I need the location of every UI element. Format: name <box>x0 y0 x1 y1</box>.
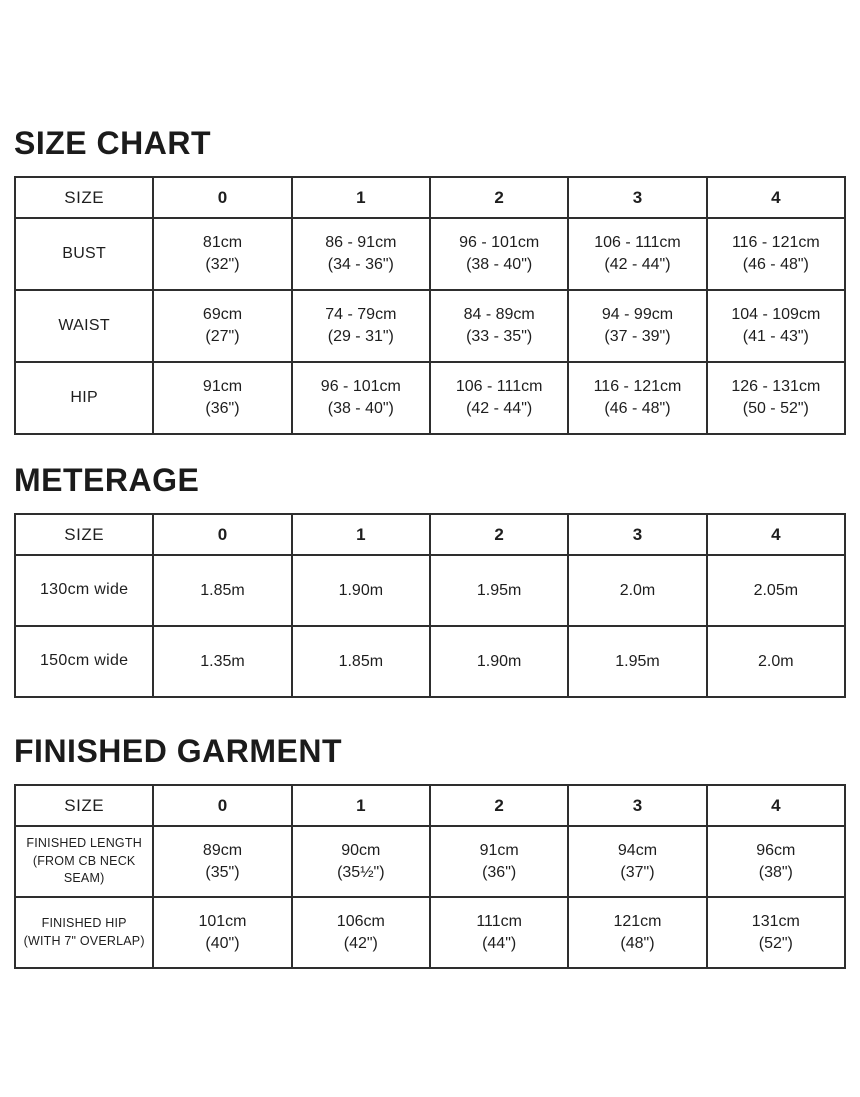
cell-line: 94 - 99cm <box>601 306 674 324</box>
row-label-line: FINISHED HIP <box>41 916 127 930</box>
table-row <box>15 555 845 626</box>
table-header-row <box>15 785 845 826</box>
data-cell <box>568 626 706 697</box>
data-cell <box>153 897 291 968</box>
data-cell <box>292 897 430 968</box>
cell-line: 96cm <box>756 841 796 859</box>
row-label-line: 150cm wide <box>39 652 129 670</box>
data-cell <box>292 555 430 626</box>
table-body <box>15 555 845 697</box>
data-cell <box>292 290 430 362</box>
cell-line: 1.95m <box>615 652 660 670</box>
cell-line: 91cm <box>479 841 519 859</box>
data-cell <box>568 826 706 897</box>
size-number-header-cell: 4 <box>707 514 845 555</box>
size-number-header-cell: 4 <box>707 177 845 218</box>
cell-line: 96 - 101cm <box>320 378 401 396</box>
finished-garment-title: FINISHED GARMENT <box>14 733 342 769</box>
size-number-header-cell: 0 <box>153 514 291 555</box>
cell-line: (32") <box>205 256 240 273</box>
cell-line: (37") <box>620 863 655 881</box>
cell-line: (44") <box>482 934 517 952</box>
cell-line: (38 - 40") <box>466 256 533 273</box>
table-body <box>15 218 845 434</box>
cell-line: 1.35m <box>200 652 245 670</box>
row-label <box>15 555 153 626</box>
cell-line: 131cm <box>751 912 800 930</box>
data-cell <box>430 897 568 968</box>
data-cell <box>568 218 706 290</box>
data-cell <box>430 626 568 697</box>
data-cell <box>153 290 291 362</box>
table-row <box>15 897 845 968</box>
cell-line: (41 - 43") <box>742 328 809 345</box>
row-label-line: FINISHED LENGTH <box>26 836 142 851</box>
cell-line: (27") <box>205 328 240 345</box>
section-finished-garment <box>14 733 846 969</box>
cell-line: (40") <box>205 934 240 952</box>
data-cell <box>707 218 845 290</box>
cell-line: (34 - 36") <box>327 256 394 273</box>
row-label-line: 130cm wide <box>39 581 129 599</box>
size-number-header-cell: 0 <box>153 177 291 218</box>
table-row <box>15 218 845 290</box>
data-cell <box>292 826 430 897</box>
data-cell <box>153 362 291 434</box>
data-cell <box>292 362 430 434</box>
table-row <box>15 362 845 434</box>
row-label-line: (FROM CB NECK SEAM) <box>32 853 136 886</box>
data-cell <box>568 362 706 434</box>
cell-line: 101cm <box>198 912 247 930</box>
cell-line: 116 - 121cm <box>731 234 820 252</box>
cell-line: (42 - 44") <box>604 256 671 273</box>
cell-line: (29 - 31") <box>327 328 394 345</box>
cell-line: 89cm <box>202 841 243 859</box>
cell-line: (35½") <box>337 863 385 881</box>
cell-line: 81cm <box>202 234 243 252</box>
cell-line: (35") <box>205 863 240 881</box>
cell-line: (42") <box>343 934 378 952</box>
size-number-header-cell: 1 <box>292 785 430 826</box>
row-label-line: (WITH 7" OVERLAP) <box>23 933 145 948</box>
cell-line: (38 - 40") <box>327 400 394 417</box>
cell-line: (33 - 35") <box>466 328 533 345</box>
size-label-header-cell: SIZE <box>15 177 153 218</box>
cell-line: (46 - 48") <box>604 400 671 417</box>
data-cell <box>153 555 291 626</box>
data-cell <box>430 555 568 626</box>
cell-line: 106 - 111cm <box>594 234 681 252</box>
row-label <box>15 290 153 362</box>
size-label-header-cell: SIZE <box>15 514 153 555</box>
size-number-header-cell: 2 <box>430 514 568 555</box>
cell-line: 106 - 111cm <box>455 378 543 396</box>
size-label-header-cell: SIZE <box>15 785 153 826</box>
cell-line: 121cm <box>613 912 662 930</box>
cell-line: 2.05m <box>753 581 799 599</box>
cell-line: 106cm <box>336 912 385 930</box>
cell-line: 74 - 79cm <box>325 306 397 324</box>
data-cell <box>430 218 568 290</box>
data-cell <box>707 555 845 626</box>
size-number-header-cell: 2 <box>430 785 568 826</box>
data-cell <box>153 826 291 897</box>
cell-line: 1.85m <box>200 581 245 599</box>
data-cell <box>430 290 568 362</box>
data-cell <box>707 626 845 697</box>
size-number-header-cell: 0 <box>153 785 291 826</box>
size-number-header-cell: 1 <box>292 514 430 555</box>
cell-line: 96 - 101cm <box>459 234 540 252</box>
size-number-header-cell: 1 <box>292 177 430 218</box>
size-number-header-cell: 3 <box>568 785 706 826</box>
row-label <box>15 218 153 290</box>
table-header-row <box>15 177 845 218</box>
table-row <box>15 826 845 897</box>
cell-line: 126 - 131cm <box>731 378 821 396</box>
finished-garment-table <box>14 784 846 969</box>
size-number-header-cell: 3 <box>568 177 706 218</box>
data-cell <box>153 626 291 697</box>
table-row <box>15 290 845 362</box>
cell-line: 1.90m <box>476 652 522 670</box>
data-cell <box>707 897 845 968</box>
row-label-line: WAIST <box>58 316 110 334</box>
cell-line: 1.90m <box>338 581 384 599</box>
size-number-header-cell: 3 <box>568 514 706 555</box>
data-cell <box>568 555 706 626</box>
table-head <box>15 177 845 218</box>
data-cell <box>292 626 430 697</box>
meterage-table <box>14 513 846 698</box>
data-cell <box>707 826 845 897</box>
data-cell <box>568 290 706 362</box>
cell-line: 104 - 109cm <box>731 306 821 324</box>
cell-line: 116 - 121cm <box>593 378 682 396</box>
cell-line: (48") <box>620 934 655 952</box>
data-cell <box>568 897 706 968</box>
cell-line: 91cm <box>202 378 243 396</box>
cell-line: 1.95m <box>476 581 522 599</box>
size-number-header-cell: 4 <box>707 785 845 826</box>
cell-line: 90cm <box>341 841 381 859</box>
cell-line: (42 - 44") <box>466 400 533 417</box>
section-size-chart <box>14 125 846 435</box>
data-cell <box>430 362 568 434</box>
row-label <box>15 626 153 697</box>
cell-line: (36") <box>482 863 517 881</box>
table-body <box>15 826 845 968</box>
table-head <box>15 514 845 555</box>
data-cell <box>430 826 568 897</box>
cell-line: 94cm <box>617 841 658 859</box>
cell-line: (37 - 39") <box>604 328 671 345</box>
cell-line: (52") <box>758 934 793 952</box>
size-chart-title: SIZE CHART <box>14 125 211 161</box>
cell-line: 1.85m <box>338 652 384 670</box>
cell-line: (38") <box>758 863 793 881</box>
data-cell <box>707 290 845 362</box>
row-label <box>15 362 153 434</box>
cell-line: (50 - 52") <box>742 400 809 417</box>
table-header-row <box>15 514 845 555</box>
cell-line: (46 - 48") <box>742 256 809 273</box>
meterage-title: METERAGE <box>14 462 200 498</box>
row-label-line: HIP <box>70 388 98 406</box>
data-cell <box>153 218 291 290</box>
cell-line: 69cm <box>202 306 243 324</box>
cell-line: 2.0m <box>619 581 656 599</box>
section-meterage <box>14 462 846 698</box>
data-cell <box>292 218 430 290</box>
cell-line: 111cm <box>476 912 522 930</box>
table-head <box>15 785 845 826</box>
cell-line: 2.0m <box>758 652 794 670</box>
size-number-header-cell: 2 <box>430 177 568 218</box>
table-row <box>15 626 845 697</box>
size-chart-table <box>14 176 846 435</box>
row-label <box>15 826 153 897</box>
cell-line: 86 - 91cm <box>325 234 397 252</box>
row-label-line: BUST <box>62 244 107 262</box>
cell-line: 84 - 89cm <box>463 306 535 324</box>
cell-line: (36") <box>205 400 240 417</box>
row-label <box>15 897 153 968</box>
data-cell <box>707 362 845 434</box>
